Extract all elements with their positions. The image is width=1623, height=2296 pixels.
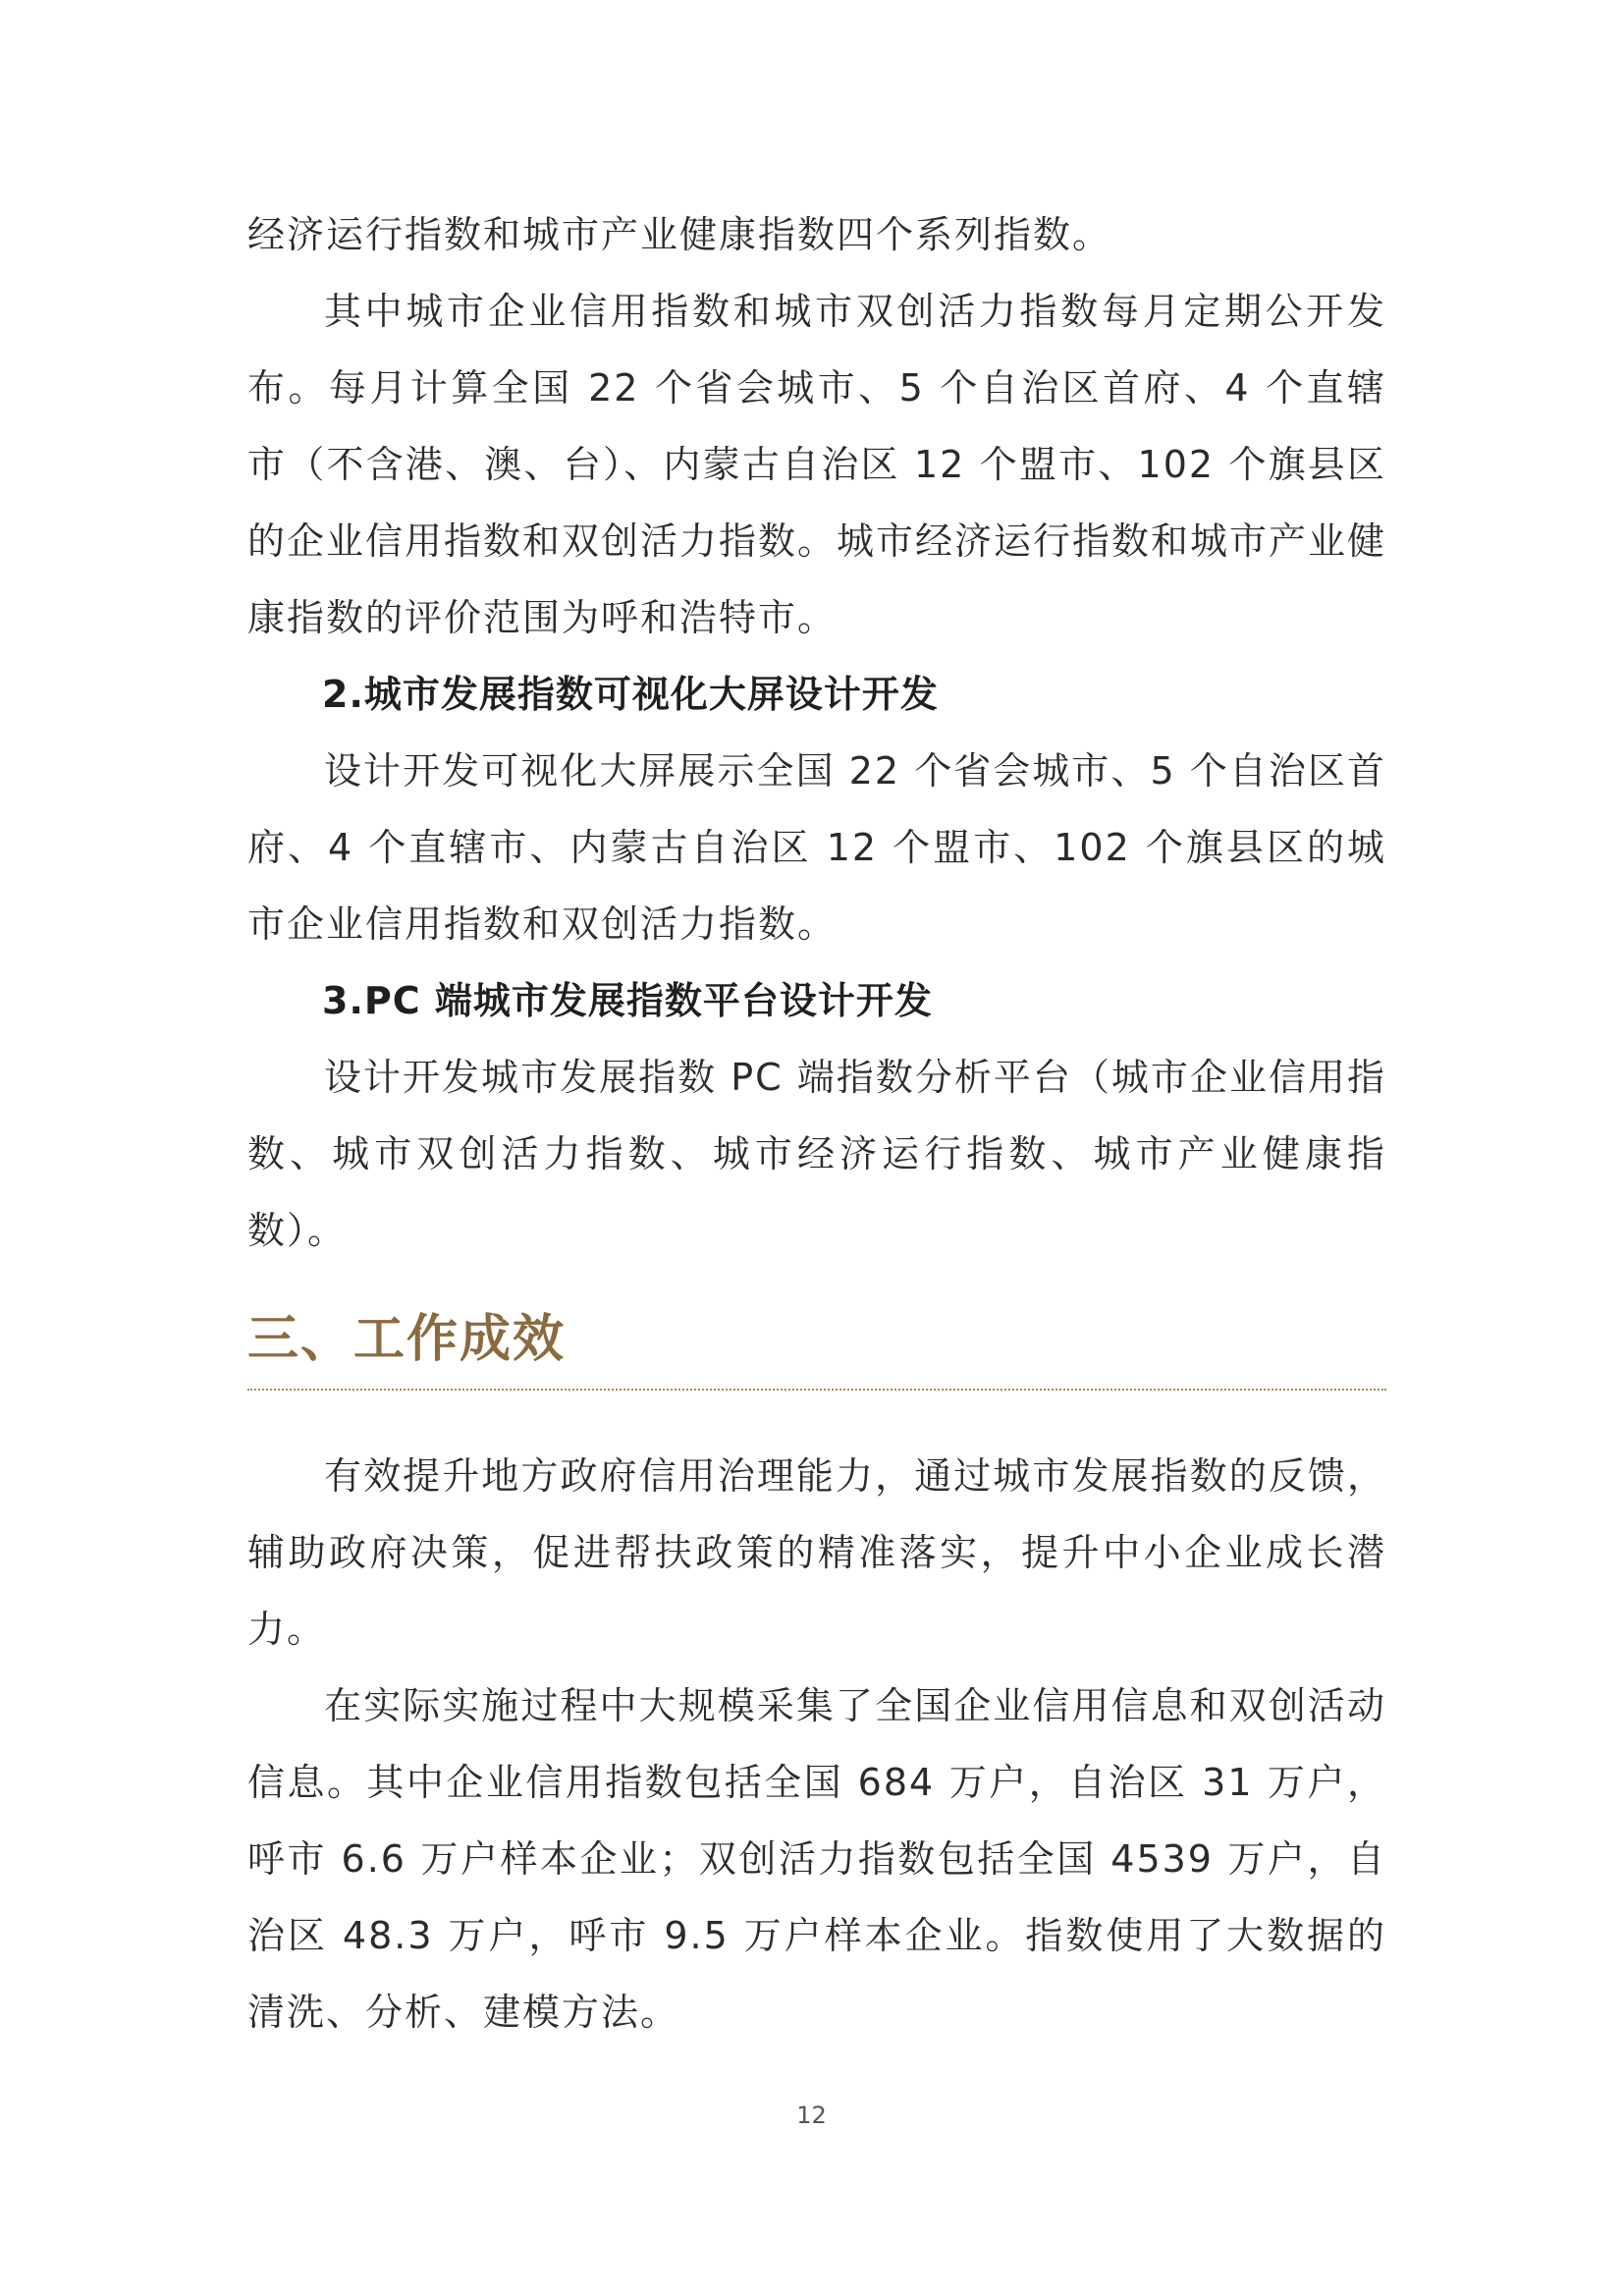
body-paragraph: 设计开发城市发展指数 PC 端指数分析平台（城市企业信用指数、城市双创活力指数、城市经济运行指数、城市产业健康指数）。: [247, 1056, 1386, 1252]
body-paragraph: 设计开发可视化大屏展示全国 22 个省会城市、5 个自治区首府、4 个直辖市、内蒙古自治区 12 个盟市、102 个旗县区的城市企业信用指数和双创活力指数。: [247, 749, 1386, 946]
body-paragraph: 其中城市企业信用指数和城市双创活力指数每月定期公开发布。每月计算全国 22 个省会城市、5 个自治区首府、4 个直辖市（不含港、澳、台）、内蒙古自治区 12 个盟市、102 个旗县区的企业信用指数和双创活力指数。城市经济运行指数和城市产业健康指数的评价范围为呼和浩特市。: [247, 290, 1387, 639]
section-divider: [247, 1389, 1386, 1391]
document-page: [247, 196, 1386, 2050]
section-title: 三、工作成效: [247, 1310, 567, 1369]
body-paragraph: 在实际实施过程中大规模采集了全国企业信用信息和双创活动信息。其中企业信用指数包括全国 684 万户，自治区 31 万户，呼市 6.6 万户样本企业；双创活力指数包括全国 4539 万户，自治区 48.3 万户，呼市 9.5 万户样本企业。指数使用了大数据的清洗、分析、建模方法。: [247, 1684, 1386, 2034]
subsection-heading: 2.城市发展指数可视化大屏设计开发: [322, 673, 939, 716]
page-number: 12: [796, 2102, 827, 2129]
body-paragraph: 有效提升地方政府信用治理能力，通过城市发展指数的反馈，辅助政府决策，促进帮扶政策的精准落实，提升中小企业成长潜力。: [247, 1454, 1386, 1651]
subsection-heading: 3.PC 端城市发展指数平台设计开发: [322, 979, 933, 1022]
body-paragraph: 经济运行指数和城市产业健康指数四个系列指数。: [247, 213, 1112, 256]
